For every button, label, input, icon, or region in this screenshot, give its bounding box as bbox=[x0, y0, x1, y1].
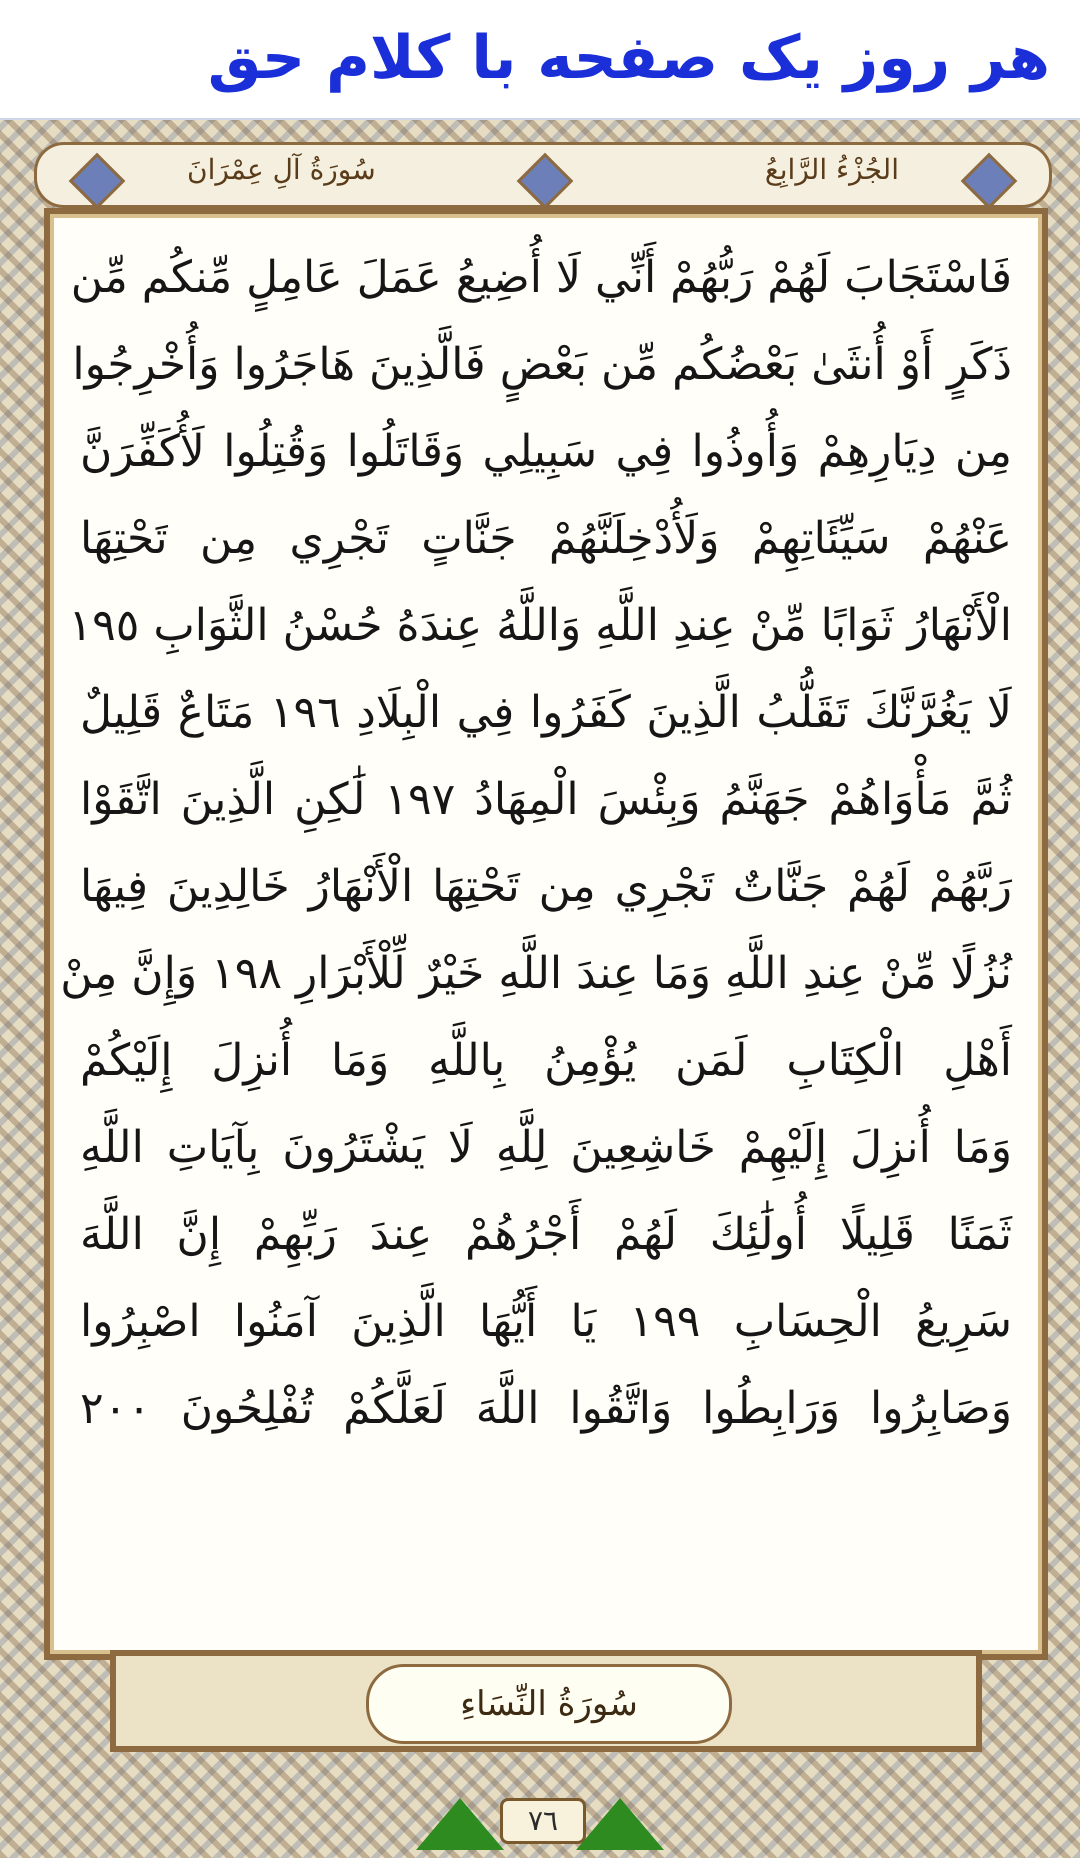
verse-line: وَمَا أُنزِلَ إِلَيْهِمْ خَاشِعِينَ لِلَّهِ لَا يَشْتَرُونَ بِآيَاتِ اللَّهِ bbox=[80, 1122, 1012, 1173]
up-arrow-icon[interactable] bbox=[576, 1798, 664, 1850]
page-header bbox=[34, 142, 1052, 208]
page-footer bbox=[0, 1786, 1080, 1850]
verse-line: ثَمَنًا قَلِيلًا أُولَٰئِكَ لَهُمْ أَجْرُهُمْ عِندَ رَبِّهِمْ إِنَّ اللَّهَ bbox=[80, 1209, 1012, 1260]
verse-line: سَرِيعُ الْحِسَابِ ١٩٩ يَا أَيُّهَا الَّذِينَ آمَنُوا اصْبِرُوا bbox=[80, 1296, 1012, 1347]
up-arrow-icon[interactable] bbox=[416, 1798, 504, 1850]
verse-line: رَبَّهُمْ لَهُمْ جَنَّاتٌ تَجْرِي مِن تَحْتِهَا الْأَنْهَارُ خَالِدِينَ فِيهَا bbox=[80, 861, 1012, 912]
verse-line: عَنْهُمْ سَيِّئَاتِهِمْ وَلَأُدْخِلَنَّهُمْ جَنَّاتٍ تَجْرِي مِن تَحْتِهَا bbox=[80, 513, 1012, 564]
verse-line: أَهْلِ الْكِتَابِ لَمَن يُؤْمِنُ بِاللَّهِ وَمَا أُنزِلَ إِلَيْكُمْ bbox=[80, 1035, 1012, 1086]
verse-line: مِن دِيَارِهِمْ وَأُوذُوا فِي سَبِيلِي وَقَاتَلُوا وَقُتِلُوا لَأُكَفِّرَنَّ bbox=[80, 426, 1012, 477]
verse-line: فَاسْتَجَابَ لَهُمْ رَبُّهُمْ أَنِّي لَا أُضِيعُ عَمَلَ عَامِلٍ مِّنكُم مِّن bbox=[70, 252, 1012, 303]
verse-line: نُزُلًا مِّنْ عِندِ اللَّهِ وَمَا عِندَ اللَّهِ خَيْرٌ لِّلْأَبْرَارِ ١٩٨ وَإِنَّ مِنْ bbox=[60, 948, 1012, 999]
verse-lines bbox=[60, 234, 1012, 1452]
juz-name-header: الجُزْءُ الرَّابِعُ bbox=[764, 153, 899, 186]
verse-line: وَصَابِرُوا وَرَابِطُوا وَاتَّقُوا اللَّهَ لَعَلَّكُمْ تُفْلِحُونَ ٢٠٠ bbox=[80, 1383, 1012, 1434]
next-surah-title: سُورَةُ النِّسَاءِ bbox=[366, 1664, 732, 1744]
quran-text-panel bbox=[44, 208, 1048, 1660]
ornament-icon bbox=[69, 153, 126, 210]
banner-title: هر روز یک صفحه با کلام حق bbox=[207, 23, 1050, 93]
ornament-icon bbox=[517, 153, 574, 210]
verse-line: لَا يَغُرَّنَّكَ تَقَلُّبُ الَّذِينَ كَفَرُوا فِي الْبِلَادِ ١٩٦ مَتَاعٌ قَلِيلٌ bbox=[80, 687, 1012, 738]
surah-name-header: سُورَةُ آلِ عِمْرَانَ bbox=[187, 153, 376, 186]
top-banner bbox=[0, 0, 1080, 120]
mushaf-frame bbox=[0, 120, 1080, 1858]
verse-line: ثُمَّ مَأْوَاهُمْ جَهَنَّمُ وَبِئْسَ الْمِهَادُ ١٩٧ لَٰكِنِ الَّذِينَ اتَّقَوْا bbox=[80, 774, 1012, 825]
next-surah-banner bbox=[110, 1650, 982, 1752]
verse-line: ذَكَرٍ أَوْ أُنثَىٰ بَعْضُكُم مِّن بَعْضٍ فَالَّذِينَ هَاجَرُوا وَأُخْرِجُوا bbox=[72, 339, 1012, 390]
verse-line: الْأَنْهَارُ ثَوَابًا مِّنْ عِندِ اللَّهِ وَاللَّهُ عِندَهُ حُسْنُ الثَّوَابِ ١٩٥ bbox=[68, 600, 1012, 651]
page-number: ٧٦ bbox=[500, 1798, 586, 1844]
ornament-icon bbox=[961, 153, 1018, 210]
